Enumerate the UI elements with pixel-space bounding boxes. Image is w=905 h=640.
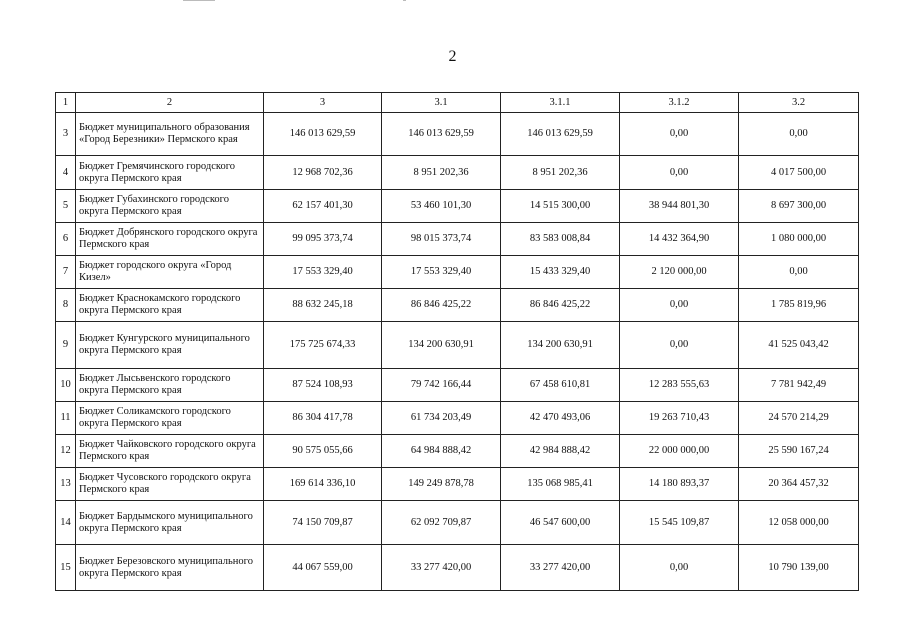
table-row bbox=[56, 156, 859, 190]
value-3: 90 575 055,66 bbox=[264, 435, 382, 468]
header-cell-3: 3 bbox=[264, 93, 382, 113]
value-3: 99 095 373,74 bbox=[264, 223, 382, 256]
row-number: 6 bbox=[56, 223, 76, 256]
value-3-1: 62 092 709,87 bbox=[382, 501, 501, 545]
row-number: 11 bbox=[56, 402, 76, 435]
table-row bbox=[56, 113, 859, 156]
budget-name: Бюджет Кунгурского муниципального округа Пермского края bbox=[76, 322, 264, 369]
value-3-1-1: 134 200 630,91 bbox=[501, 322, 620, 369]
value-3-2: 8 697 300,00 bbox=[739, 190, 859, 223]
value-3-2: 25 590 167,24 bbox=[739, 435, 859, 468]
value-3-2: 7 781 942,49 bbox=[739, 369, 859, 402]
row-number: 15 bbox=[56, 545, 76, 591]
row-number: 8 bbox=[56, 289, 76, 322]
value-3-2: 0,00 bbox=[739, 256, 859, 289]
value-3-1: 61 734 203,49 bbox=[382, 402, 501, 435]
budget-name: Бюджет Добрянского городского округа Пермского края bbox=[76, 223, 264, 256]
value-3: 175 725 674,33 bbox=[264, 322, 382, 369]
value-3-1: 149 249 878,78 bbox=[382, 468, 501, 501]
value-3-1: 33 277 420,00 bbox=[382, 545, 501, 591]
row-number: 4 bbox=[56, 156, 76, 190]
value-3-1-2: 38 944 801,30 bbox=[620, 190, 739, 223]
header-cell-3-1: 3.1 bbox=[382, 93, 501, 113]
value-3-1: 64 984 888,42 bbox=[382, 435, 501, 468]
header-cell-3-2: 3.2 bbox=[739, 93, 859, 113]
table-row bbox=[56, 256, 859, 289]
row-number: 10 bbox=[56, 369, 76, 402]
value-3-2: 41 525 043,42 bbox=[739, 322, 859, 369]
value-3-2: 12 058 000,00 bbox=[739, 501, 859, 545]
value-3-1: 146 013 629,59 bbox=[382, 113, 501, 156]
budget-table bbox=[55, 92, 859, 591]
row-number: 12 bbox=[56, 435, 76, 468]
value-3-1-2: 0,00 bbox=[620, 113, 739, 156]
value-3-1-2: 12 283 555,63 bbox=[620, 369, 739, 402]
value-3-1-2: 14 180 893,37 bbox=[620, 468, 739, 501]
value-3: 17 553 329,40 bbox=[264, 256, 382, 289]
value-3-1-2: 0,00 bbox=[620, 322, 739, 369]
page-number: 2 bbox=[448, 48, 457, 65]
value-3: 87 524 108,93 bbox=[264, 369, 382, 402]
budget-name: Бюджет Чайковского городского округа Пермского края bbox=[76, 435, 264, 468]
budget-name: Бюджет Гремячинского городского округа Пермского края bbox=[76, 156, 264, 190]
value-3-2: 1 785 819,96 bbox=[739, 289, 859, 322]
value-3-1-2: 0,00 bbox=[620, 545, 739, 591]
row-number: 9 bbox=[56, 322, 76, 369]
value-3-2: 1 080 000,00 bbox=[739, 223, 859, 256]
table-row bbox=[56, 435, 859, 468]
value-3-1: 79 742 166,44 bbox=[382, 369, 501, 402]
header-cell-3-1-1: 3.1.1 bbox=[501, 93, 620, 113]
value-3-1-1: 67 458 610,81 bbox=[501, 369, 620, 402]
value-3-1-2: 19 263 710,43 bbox=[620, 402, 739, 435]
budget-name: Бюджет Краснокамского городского округа Пермского края bbox=[76, 289, 264, 322]
header-cell-3-1-2: 3.1.2 bbox=[620, 93, 739, 113]
value-3-1-1: 86 846 425,22 bbox=[501, 289, 620, 322]
value-3-1: 86 846 425,22 bbox=[382, 289, 501, 322]
table-row bbox=[56, 190, 859, 223]
value-3-2: 0,00 bbox=[739, 113, 859, 156]
value-3-1-2: 22 000 000,00 bbox=[620, 435, 739, 468]
value-3-1: 17 553 329,40 bbox=[382, 256, 501, 289]
value-3-1-2: 2 120 000,00 bbox=[620, 256, 739, 289]
table-row bbox=[56, 289, 859, 322]
value-3-1: 98 015 373,74 bbox=[382, 223, 501, 256]
table-row bbox=[56, 369, 859, 402]
value-3-2: 10 790 139,00 bbox=[739, 545, 859, 591]
budget-name: Бюджет муниципального образования «Город Березники» Пермского края bbox=[76, 113, 264, 156]
row-number: 7 bbox=[56, 256, 76, 289]
value-3-2: 24 570 214,29 bbox=[739, 402, 859, 435]
value-3: 44 067 559,00 bbox=[264, 545, 382, 591]
budget-name: Бюджет Лысьвенского городского округа Пермского края bbox=[76, 369, 264, 402]
value-3-1-1: 14 515 300,00 bbox=[501, 190, 620, 223]
row-number: 13 bbox=[56, 468, 76, 501]
row-number: 3 bbox=[56, 113, 76, 156]
table-row bbox=[56, 322, 859, 369]
value-3: 74 150 709,87 bbox=[264, 501, 382, 545]
value-3-1-1: 83 583 008,84 bbox=[501, 223, 620, 256]
value-3: 62 157 401,30 bbox=[264, 190, 382, 223]
table-row bbox=[56, 545, 859, 591]
value-3-1: 53 460 101,30 bbox=[382, 190, 501, 223]
value-3-2: 20 364 457,32 bbox=[739, 468, 859, 501]
budget-name: Бюджет Соликамского городского округа Пермского края bbox=[76, 402, 264, 435]
value-3-2: 4 017 500,00 bbox=[739, 156, 859, 190]
value-3-1-1: 42 984 888,42 bbox=[501, 435, 620, 468]
value-3-1: 8 951 202,36 bbox=[382, 156, 501, 190]
budget-name: Бюджет Губахинского городского округа Пермского края bbox=[76, 190, 264, 223]
value-3-1-1: 8 951 202,36 bbox=[501, 156, 620, 190]
value-3-1-2: 15 545 109,87 bbox=[620, 501, 739, 545]
value-3-1-1: 33 277 420,00 bbox=[501, 545, 620, 591]
value-3: 12 968 702,36 bbox=[264, 156, 382, 190]
value-3-1-2: 0,00 bbox=[620, 156, 739, 190]
header-row bbox=[56, 93, 859, 113]
table-row bbox=[56, 468, 859, 501]
row-number: 14 bbox=[56, 501, 76, 545]
header-cell-1: 1 bbox=[56, 93, 76, 113]
value-3-1-1: 42 470 493,06 bbox=[501, 402, 620, 435]
value-3-1-2: 14 432 364,90 bbox=[620, 223, 739, 256]
value-3-1: 134 200 630,91 bbox=[382, 322, 501, 369]
budget-name: Бюджет Бардымского муниципального округа Пермского края bbox=[76, 501, 264, 545]
table-row bbox=[56, 501, 859, 545]
value-3-1-1: 146 013 629,59 bbox=[501, 113, 620, 156]
value-3-1-1: 15 433 329,40 bbox=[501, 256, 620, 289]
table-row bbox=[56, 402, 859, 435]
value-3-1-1: 135 068 985,41 bbox=[501, 468, 620, 501]
value-3-1-1: 46 547 600,00 bbox=[501, 501, 620, 545]
scan-artifact-dot bbox=[403, 0, 406, 1]
budget-name: Бюджет городского округа «Город Кизел» bbox=[76, 256, 264, 289]
value-3: 146 013 629,59 bbox=[264, 113, 382, 156]
value-3: 88 632 245,18 bbox=[264, 289, 382, 322]
budget-name: Бюджет Березовского муниципального округа Пермского края bbox=[76, 545, 264, 591]
budget-name: Бюджет Чусовского городского округа Пермского края bbox=[76, 468, 264, 501]
value-3: 169 614 336,10 bbox=[264, 468, 382, 501]
header-cell-2: 2 bbox=[76, 93, 264, 113]
row-number: 5 bbox=[56, 190, 76, 223]
scan-artifact-line bbox=[183, 0, 215, 1]
value-3: 86 304 417,78 bbox=[264, 402, 382, 435]
table-row bbox=[56, 223, 859, 256]
value-3-1-2: 0,00 bbox=[620, 289, 739, 322]
